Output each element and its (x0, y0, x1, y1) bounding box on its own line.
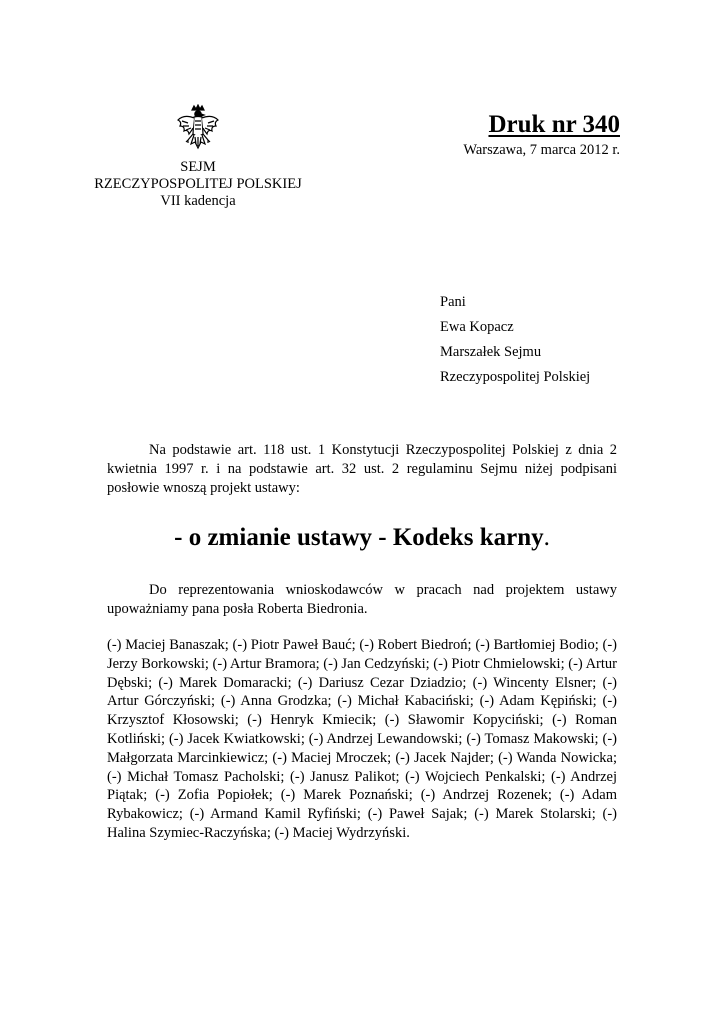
bill-title-period: . (543, 524, 550, 551)
bill-title (0, 522, 724, 554)
bill-title-text: - o zmianie ustawy - Kodeks karny (174, 524, 544, 551)
addressee-salutation: Pani (440, 294, 466, 310)
republic-name: RZECZYPOSPOLITEJ POLSKIEJ (94, 176, 302, 192)
chamber-name: SEJM (180, 159, 216, 175)
addressee-name: Ewa Kopacz (440, 319, 514, 335)
term-label: VII kadencja (160, 193, 236, 209)
eagle-emblem-icon (176, 104, 220, 154)
addressee-title: Marszałek Sejmu (440, 344, 542, 360)
addressee-block (440, 290, 590, 390)
addressee-country: Rzeczypospolitej Polskiej (440, 369, 591, 385)
document-number: Druk nr 340 (488, 111, 620, 138)
place-date: Warszawa, 7 marca 2012 r. (463, 142, 620, 158)
chamber-header (70, 159, 326, 210)
representative-paragraph: Do reprezentowania wnioskodawców w pracach nad projektem ustawy upoważniamy pana posła Roberta Biedronia. (107, 582, 617, 617)
intro-paragraph: Na podstawie art. 118 ust. 1 Konstytucji Rzeczypospolitej Polskiej z dnia 2 kwietnia 1997 r. i na podstawie art. 32 ust. 2 regulaminu Sejmu niżej podpisani posłowie wnoszą projekt ustawy: (107, 442, 617, 496)
signatories-list: (-) Maciej Banaszak; (-) Piotr Paweł Bauć; (-) Robert Biedroń; (-) Bartłomiej Bodio; (-) Jerzy Borkowski; (-) Artur Bramora; (-) Jan Cedzyński; (-) Piotr Chmielowski; (-) Artur Dębski; (-) Marek Domaracki; (-) Dariusz Cezar Dziadzio; (-) Wincenty Elsner; (-) Artur Górczyński; (-) Anna Grodzka; (-) Michał Kabaciński; (-) Adam Kępiński; (-) Krzysztof Kłosowski; (-) Henryk Kmiecik; (-) Sławomir Kopyciński; (-) Roman Kotliński; (-) Jacek Kwiatkowski; (-) Andrzej Lewandowski; (-) Tomasz Makowski; (-) Małgorzata Marcinkiewicz; (-) Maciej Mroczek; (-) Jacek Najder; (-) Wanda Nowicka; (-) Michał Tomasz Pacholski; (-) Janusz Palikot; (-) Wojciech Penkalski; (-) Andrzej Piątak; (-) Zofia Popiołek; (-) Marek Poznański; (-) Andrzej Rozenek; (-) Adam Rybakowicz; (-) Armand Kamil Ryfiński; (-) Paweł Sajak; (-) Marek Stolarski; (-) Halina Szymiec-Raczyńska; (-) Maciej Wydrzyński. (107, 637, 617, 841)
